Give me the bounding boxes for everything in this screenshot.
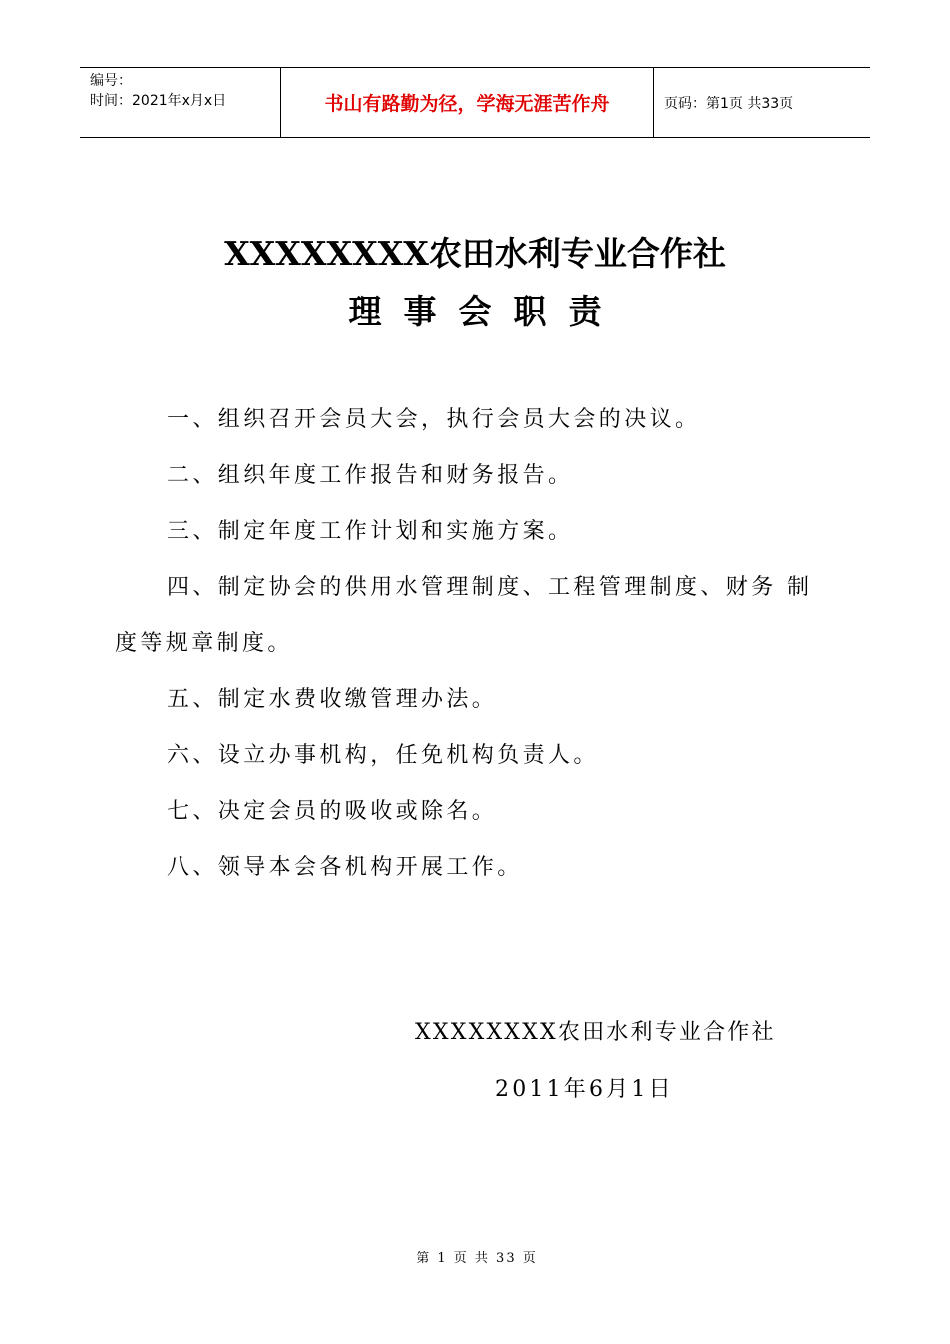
paragraph-item: 五、制定水费收缴管理办法。 xyxy=(167,687,498,712)
number-label: 编号： xyxy=(90,73,132,89)
paragraph-item: 八、领导本会各机构开展工作。 xyxy=(167,855,523,880)
paragraph-item: 七、决定会员的吸收或除名。 xyxy=(167,799,498,824)
signature-date: 2011年6月1日 xyxy=(495,1077,674,1102)
document-subtitle: 理事会职责 xyxy=(348,292,624,331)
motto-text: 书山有路勤为径，学海无涯苦作舟 xyxy=(324,93,610,115)
paragraph-item: 一、组织召开会员大会，执行会员大会的决议。 xyxy=(167,407,701,432)
paragraph-item: 三、制定年度工作计划和实施方案。 xyxy=(167,519,574,544)
header-table xyxy=(80,67,870,138)
paragraph-continuation: 度等规章制度。 xyxy=(115,631,293,656)
page-footer: 第 1 页 共 33 页 xyxy=(416,1251,538,1266)
header-left-cell xyxy=(80,68,281,137)
time-label: 时间：2021年x月x日 xyxy=(90,93,227,109)
signature-organization: XXXXXXXX农田水利专业合作社 xyxy=(415,1020,776,1045)
header-motto-cell xyxy=(281,68,654,137)
paragraph-item: 六、设立办事机构，任免机构负责人。 xyxy=(167,743,599,768)
page-info: 页码：第1页 共33页 xyxy=(664,95,794,112)
paragraph-item: 四、制定协会的供用水管理制度、工程管理制度、财务 制 xyxy=(167,575,813,600)
document-title: XXXXXXXX农田水利专业合作社 xyxy=(224,234,726,273)
header-page-cell xyxy=(654,68,870,137)
paragraph-item: 二、组织年度工作报告和财务报告。 xyxy=(167,463,574,488)
